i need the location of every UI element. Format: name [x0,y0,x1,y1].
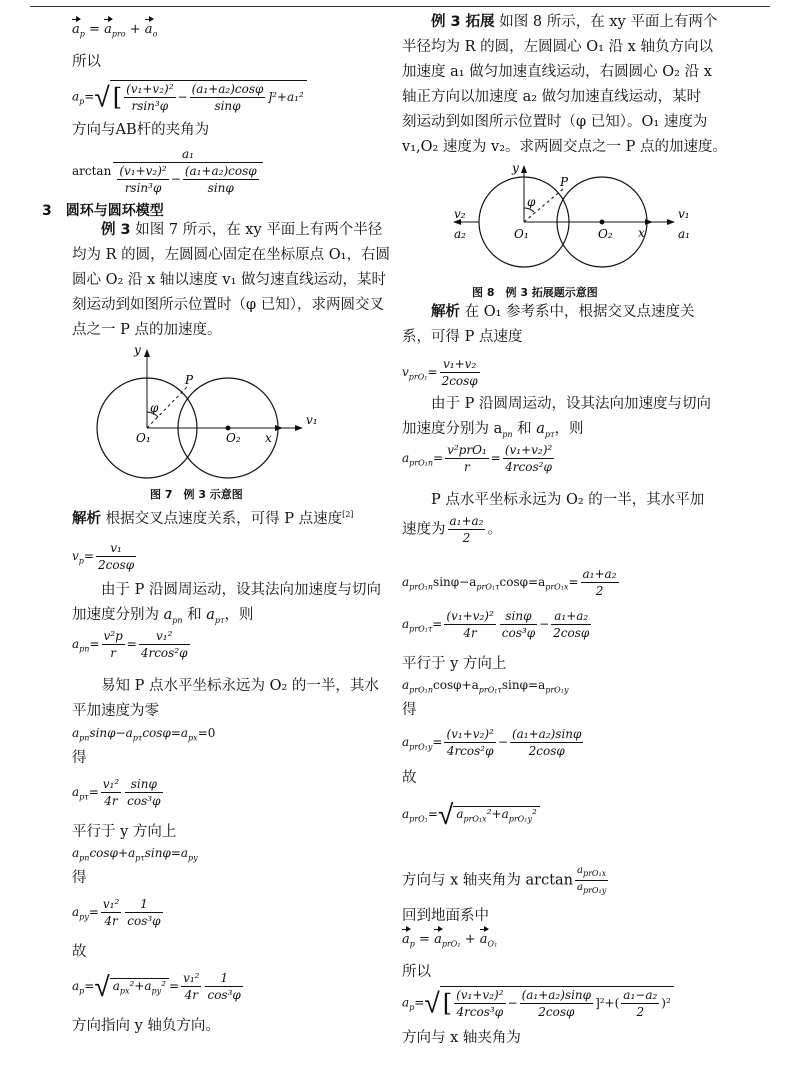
den: 2 [462,531,471,546]
top-rule [30,6,770,7]
ap-final-equation: $a_p=√$ [ $\frac{\text{(v₁+v₂)²}}{\text{4rcos³φ}}$ − $\frac{\text{(a₁+a₂)sinφ}}{2\cos\varphi}$ ]²+( $\frac{\text{a₁−a₂}}{2}$ )² [402,986,674,1020]
text: =0 [197,726,216,740]
de-label: 得 [72,870,87,886]
label-y: y [512,161,519,175]
label-x: x [265,431,272,445]
den: sinφ [207,181,234,196]
radicand: $a_{prO_1x}^2+a_{prO_1y}^2$ [453,806,539,823]
frac [205,970,242,1003]
text-line: 易知 P 点水平坐标永远为 O₂ 的一半，其水 [101,678,379,694]
frac [96,540,136,573]
gu-label: 故 [402,770,417,786]
frac [500,608,537,641]
label-y: y [134,343,141,357]
o2-dot [226,426,231,431]
den: $\frac{\text{(v₁+v₂)²}}{\text{rsin³φ}}$ − $\frac{\text{(a₁+a₂)cosφ}}{\sin\varphi}$ [119,164,257,196]
apy-combination: $a_{prO_1n}\cos\varphi+a_{prO_1\tau}\sin\varphi=a_{prO_1y}$ [402,678,569,695]
text-line: 均为 R 的圆，左圆圆心固定在坐标原点 O₁，右圆 [72,247,390,263]
frac [621,987,659,1020]
text-line: 点之一 P 点的加速度。 [72,322,222,338]
sub: p [79,29,85,39]
vector-equation: $a_p = a_{prO_1} + a_{O_1}$ [402,932,498,949]
text-line: 刻运动到如图所示位置时（φ 已知），求两圆交叉 [72,297,385,313]
frac [113,146,262,197]
zero-equation: $a_{pn}\sin\varphi-a_{p\tau}\cos\varphi=a_{px}=0$ [72,726,216,743]
ap-equation: $a_p=√$ [ $\frac{\text{(v₁+v₂)²}}{\text{rsin³φ}}$ − $\frac{\text{(a₁+a₂)cosφ}}{\sin\varphi}$ ]²+a₁² [72,80,307,114]
lhs: v [72,549,79,564]
vec-ao: a [144,22,153,37]
den: cos³φ [127,914,161,929]
den: 2cosφ [538,1005,575,1020]
normal-tangent-paragraph: 由于 P 沿圆周运动，设其法向加速度与切向 加速度分别为 $a_{pn}$ 和 $a_{p\tau}$，则 [72,578,381,633]
figure-7-caption: 图 7 例 3 示意图 [150,488,243,501]
label-a1: a₁ [678,227,690,241]
label-v2: v₂ [454,207,466,221]
aprot-equation: $a_{prO_1\tau}=$ $\frac{\text{(v₁+v₂)²}}{4r}$ $\frac{\sin\varphi}{\text{cos³φ}}$ − $\frac{\text{a₁+a₂}}{2\cos\varphi}$ [402,609,590,641]
frac [124,81,175,114]
de-label: 得 [72,750,87,766]
figure-8-caption: 图 8 例 3 拓展题示意图 [472,286,598,299]
den: 4r [104,914,118,929]
sub: pn [79,644,90,654]
num: (a₁+a₂)cosφ [190,81,266,98]
frac [101,896,121,929]
text: cosφ+a [89,846,136,860]
parallel-y: 平行于 y 方向上 [402,656,507,672]
label-x: x [638,226,645,240]
solution-intro [402,300,695,350]
direction-x [402,864,610,897]
sqrt-icon: √ [94,80,110,114]
text: 方向与 x 轴夹角为 arctan [402,872,574,889]
apy-combination: $a_{pn}\cos\varphi+a_{p\tau}\sin\varphi=a_{py}$ [72,846,198,863]
den: 4rcos³φ [456,1005,504,1020]
parallel-y: 平行于 y 方向上 [72,824,177,840]
num: (a₁+a₂)sinφ [520,987,593,1004]
ground-frame: 回到地面系中 [402,908,489,924]
text-line: 轴正方向以加速度 a₂ 做匀加速直线运动，某时 [402,89,702,105]
frac [125,896,162,929]
text-line: v₁,O₂ 速度为 v₂。求两圆交点之一 P 点的加速度。 [402,139,728,155]
text-line: 由于 P 沿圆周运动，设其法向加速度与切向 [101,582,381,598]
label-o1: O₁ [514,227,529,241]
den: sinφ [214,99,241,114]
frac [503,442,554,475]
direction-x2: 方向与 x 轴夹角为 [402,1030,521,1046]
frac [183,163,259,196]
horizontal-paragraph [72,674,379,724]
den: 4r [104,794,118,809]
direction-ab: 方向与AB杆的夹角为 [72,122,210,138]
frac [102,628,125,661]
frac [448,513,486,546]
frac [440,356,480,389]
radicand: [ $\frac{\text{(v₁+v₂)²}}{\text{rsin³φ}}$ − $\frac{\text{(a₁+a₂)cosφ}}{\sin\varphi}$ ]²+a₁² [110,80,307,114]
ap-final-equation: $a_p=√$ $a_{px}^2+a_{py}^2$ = $\frac{\text{v₁²}}{4r}$ $\frac{1}{\text{cos³φ}}$ [72,970,241,1004]
sub: o [152,29,158,39]
text-line: 速度为 [402,521,446,538]
num: (a₁+a₂)cosφ [183,163,259,180]
den: cos³φ [501,626,536,641]
text-line: 平加速度为零 [72,703,159,719]
de-label: 得 [402,702,417,718]
section-title: 3 圆环与圆环模型 [42,203,164,219]
text: cosφ=a [142,726,189,740]
label-o2: O₂ [598,227,613,241]
apt-equation: $a_{p\tau}=$ $\frac{\text{v₁²}}{4r}$ $\frac{\sin\varphi}{\text{cos³φ}}$ [72,777,161,809]
label-p: P [185,373,194,387]
frac [444,608,495,641]
eq-sign: = [89,22,100,37]
frac [125,776,162,809]
figure-7 [92,340,342,490]
vp-equation: $v_p=$ $\frac{\text{v₁}}{2\cos\varphi}$ [72,541,135,573]
num: v₁² [181,970,201,987]
den: r [464,460,470,475]
num: 1 [205,970,242,987]
num: a₁+a₂ [551,608,591,625]
radicand: $a_{px}^2+a_{py}^2$ [110,978,169,995]
suoyi-label: 所以 [72,54,101,70]
lhs: a [72,89,80,104]
solution-label: 解析 [431,304,460,320]
num: (v₁+v₂)² [124,81,175,98]
aprO1-magnitude: $a_{prO_1}=√$ $a_{prO_1x}^2+a_{prO_1y}^2$ [402,798,540,831]
den: r [110,646,117,661]
frac [454,987,505,1020]
text-line: P 点水平坐标永远为 O₂ 的一半，其水平加 [431,492,705,508]
den: 2cosφ [528,744,565,759]
text: sinφ−a [89,726,133,740]
frac [510,726,583,759]
num: a₁+a₂ [581,566,619,583]
num: sinφ [500,608,537,625]
vpro-equation: $v_{prO_1}=$ $\frac{\text{v₁+v₂}}{2\cos\varphi}$ [402,357,478,389]
sqrt-icon: √ [424,986,440,1020]
frac [444,726,495,759]
vec-ap: a [72,22,80,37]
num: v₁ [96,540,136,557]
reference: [2] [342,510,354,519]
text-line: 根据交叉点速度关系，可得 P 点速度 [105,510,343,527]
o2-dot [600,220,605,225]
sub: p [78,556,84,566]
example3-paragraph [72,218,390,343]
frac [139,628,190,661]
text-line: 圆心 O₂ 沿 x 轴以速度 v₁ 做匀速直线运动，某时 [72,272,387,288]
label-o2: O₂ [226,431,241,445]
solution-intro [72,502,353,532]
num: 1 [125,896,162,913]
num: v₁² [101,776,121,793]
text-line: 刻运动到如图所示位置时（φ 已知）。O₁ 速度为 [402,114,708,130]
label-v1: v₁ [306,413,318,427]
apy-equation: $a_{prO_1y}=$ $\frac{\text{(v₁+v₂)²}}{\text{4rcos²φ}}$ − $\frac{\text{(a₁+a₂)sinφ}}{2\cos\varphi}$ [402,727,582,759]
sqrt-icon: √ [94,970,110,1004]
text-line: 系，可得 P 点速度 [402,329,523,345]
num: (v₁+v₂)² [444,608,495,625]
radicand: [ $\frac{\text{(v₁+v₂)²}}{\text{4rcos³φ}}$ − $\frac{\text{(a₁+a₂)sinφ}}{2\cos\varphi}$ ]²+( $\frac{\text{a₁−a₂}}{2}$ )² [440,986,674,1020]
suoyi-label: 所以 [402,964,431,980]
example-label: 例 3 拓展 [431,14,495,30]
num: v₁² [101,896,121,913]
example-label: 例 3 [101,222,131,238]
fn-arctan: arctan [72,163,112,178]
label-phi: φ [150,401,159,415]
den: 2cosφ [441,374,478,389]
den: cos³φ [127,794,161,809]
den: rsin³φ [131,99,169,114]
num: v₁+v₂ [440,356,480,373]
den: rsin³φ [124,181,162,196]
den: 4rcos²φ [505,460,552,475]
vector-equation [72,22,157,39]
den: 4rcos²φ [140,646,188,661]
text-line: 在 O₁ 参考系中，根据交叉点速度关 [464,304,695,320]
text-line: 加速度分别为 [72,607,164,623]
text-line: 如图 7 所示，在 xy 平面上有两个半径 [135,222,383,238]
num: (v₁+v₂)² [444,726,495,743]
label-phi: φ [527,195,536,209]
frac: $\frac{a_{prO_1x}}{a_{prO_1y}}$ [577,865,607,895]
num: sinφ [125,776,162,793]
tail: ]²+a₁² [267,90,304,105]
frac [117,163,168,196]
num: (v₁+v₂)² [454,987,505,1004]
den: 2cosφ [553,626,590,641]
den: cos³φ [207,988,241,1003]
den: 2cosφ [97,558,135,573]
frac [190,81,266,114]
label-p: P [560,175,569,189]
num: a₁ [113,146,262,163]
text-line: 加速度 a₁ 做匀加速直线运动，右圆圆心 O₂ 沿 x [402,64,712,80]
den: 4r [463,626,477,641]
horizontal-paragraph: P 点水平坐标永远为 O₂ 的一半，其水平加 速度为 $\frac{\text{a₁+a₂}}{2}$ 。 [402,488,704,546]
sub: pro [111,29,126,39]
num: (v₁+v₂)² [117,163,168,180]
text-line: 加速度分别为 a [402,421,503,437]
num: v²prO₁ [445,442,489,459]
num: (a₁+a₂)sinφ [510,726,583,743]
frac [520,987,593,1020]
num: v²p [102,628,125,645]
num: a₁−a₂ [621,987,659,1004]
extension-paragraph [402,10,727,160]
solution-label: 解析 [72,510,101,527]
frac [181,970,201,1003]
sqrt-icon: √ [437,798,454,831]
normal-tangent-paragraph: 由于 P 沿圆周运动，设其法向加速度与切向 加速度分别为 $a_{pn}$ 和 $a_{p\tau}$，则 [402,392,711,447]
plus-sign: + [129,22,141,37]
den: 4rcos²φ [446,744,494,759]
apn-equation: $a_{pn}=$ $\frac{\text{v²p}}{r}$ = $\frac{\text{v₁²}}{\text{4rcos²φ}}$ [72,629,188,661]
num: v₁² [139,628,190,645]
den: 2 [595,584,604,599]
direction-y: 方向指向 y 轴负方向。 [72,1018,220,1034]
label-v1: v₁ [678,207,690,221]
apron-equation: $a_{prO_1n}=$ $\frac{\text{v²prO₁}}{r}$ = $\frac{\text{(v₁+v₂)²}}{\text{4rcos²φ}}$ [402,443,553,475]
num: (v₁+v₂)² [503,442,554,459]
den: 4r [184,988,198,1003]
combination-equation: $a_{prO_1n}\sin\varphi-a_{prO_1\tau}\cos\varphi=a_{prO_1x}=$ $\frac{\text{a₁+a₂}}{2}$ [402,567,617,599]
sub: p [79,97,85,107]
label-a2: a₂ [454,227,466,241]
den: 2 [636,1005,645,1020]
frac [581,566,619,599]
text-line: 如图 8 所示，在 xy 平面上有两个 [499,14,718,30]
text-line: 半径均为 R 的圆，左圆圆心 O₁ 沿 x 轴负方向以 [402,39,713,55]
frac [101,776,121,809]
text-line: 由于 P 沿圆周运动，设其法向加速度与切向 [431,396,711,412]
apy-equation: $a_{py}=$ $\frac{\text{v₁²}}{4r}$ $\frac{1}{\text{cos³φ}}$ [72,897,161,929]
gu-label: 故 [72,944,87,960]
figure-8 [442,158,702,283]
frac [445,442,489,475]
arctan-equation [72,146,265,197]
text: sinφ=a [144,846,189,860]
label-o1: O₁ [136,431,151,445]
frac [551,608,591,641]
vec-apro: a [104,22,112,37]
num: a₁+a₂ [448,513,486,530]
